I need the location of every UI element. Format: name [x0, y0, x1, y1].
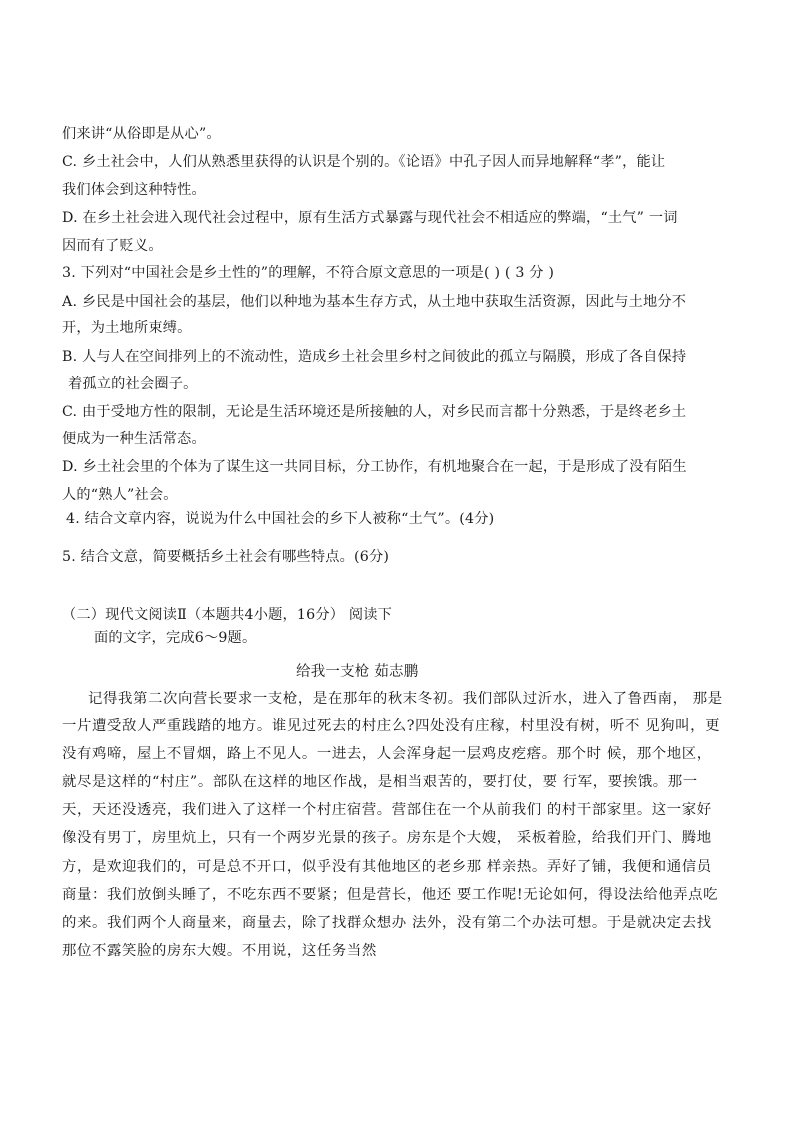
- text-line: 人的“熟人”社会。: [62, 487, 178, 503]
- text-line: 开，为土地所束缚。: [62, 320, 192, 336]
- text-line: 便成为一种生活常态。: [62, 431, 206, 447]
- question-4: 4. 结合文章内容，说说为什么中国社会的乡下人被称“土气”。(4分): [66, 511, 495, 527]
- option-d: D. 在乡土社会进入现代社会过程中，原有生活方式暴露与现代社会不相适应的弊端，“土气” 一词: [62, 210, 678, 226]
- story-paragraph-line: 没有鸡啼，屋上不冒烟，路上不见人。一进去，人会浑身起一层鸡皮疙瘩。那个时 候，那个地区，: [62, 746, 712, 762]
- option-c: C. 乡土社会中，人们从熟悉里获得的认识是个别的。《论语》中孔子因人而异地解释“孝”，能让: [62, 154, 666, 170]
- story-paragraph-line: 的来。我们两个人商量来，商量去，除了找群众想办 法外，没有第二个办法可想。于是就决定去找: [62, 915, 712, 931]
- option-d: D. 乡土社会里的个体为了谋生这一共同目标，分工协作，有机地聚合在一起，于是形成了没有陌生: [62, 459, 687, 475]
- text-line: 因而有了贬义。: [62, 238, 163, 254]
- question-5: 5. 结合文意，简要概括乡土社会有哪些特点。(6分): [62, 549, 390, 565]
- story-paragraph-line: 像没有男丁，房里炕上，只有一个两岁光景的孩子。房东是个大嫂， 采板着脸，给我们开门、腾地: [62, 830, 712, 846]
- question-3: 3. 下列对“中国社会是乡土性的”的理解，不符合原文意思的一项是( ) ( 3 分 ): [62, 265, 555, 281]
- story-title: 给我一支枪 茹志鹏: [296, 664, 419, 680]
- story-paragraph-line: 那位不露笑脸的房东大嫂。不用说，这任务当然: [62, 943, 377, 959]
- option-b: B. 人与人在空间排列上的不流动性，造成乡土社会里乡村之间彼此的孤立与隔膜，形成了各自保持: [62, 349, 687, 365]
- option-c: C. 由于受地方性的限制，无论是生活环境还是所接触的人，对乡民而言都十分熟悉，于是终老乡土: [62, 404, 687, 420]
- story-paragraph-line: 商量：我们放倒头睡了，不吃东西不要紧；但是营长，他还 要工作呢!无论如何，得设法给他弄点吃: [62, 887, 719, 903]
- story-paragraph-line: 记得我第二次向营长要求一支枪，是在那年的秋末冬初。我们部队过沂水，进入了鲁西南， 那是: [88, 691, 723, 707]
- story-paragraph-line: 就尽是这样的“村庄”。部队在这样的地区作战，是相当艰苦的，要打仗，要 行军，要挨饿。那一: [62, 774, 698, 790]
- text-line: 我们体会到这种特性。: [62, 182, 206, 198]
- text-line: 着孤立的社会圈子。: [68, 376, 198, 392]
- section-instruction: 面的文字，完成6～9题。: [94, 630, 257, 646]
- story-paragraph-line: 方，是欢迎我们的，可是总不开口，似乎没有其他地区的老乡那 样亲热。弄好了铺，我便和通信员: [62, 859, 712, 875]
- text-line: 们来讲“从俗即是从心”。: [62, 126, 221, 142]
- section-heading: （二）现代文阅读Ⅱ（本题共4小题，16分） 阅读下: [62, 607, 392, 623]
- story-paragraph-line: 天，天还没透亮，我们进入了这样一个村庄宿营。营部住在一个从前我们 的村干部家里。这一家好: [62, 802, 712, 818]
- story-paragraph-line: 一片遭受敌人严重践踏的地方。谁见过死去的村庄么?四处没有庄稼，村里没有树，听不 见狗叫，更: [62, 718, 721, 734]
- option-a: A. 乡民是中国社会的基层，他们以种地为基本生存方式，从土地中获取生活资源，因此与土地分不: [62, 294, 687, 310]
